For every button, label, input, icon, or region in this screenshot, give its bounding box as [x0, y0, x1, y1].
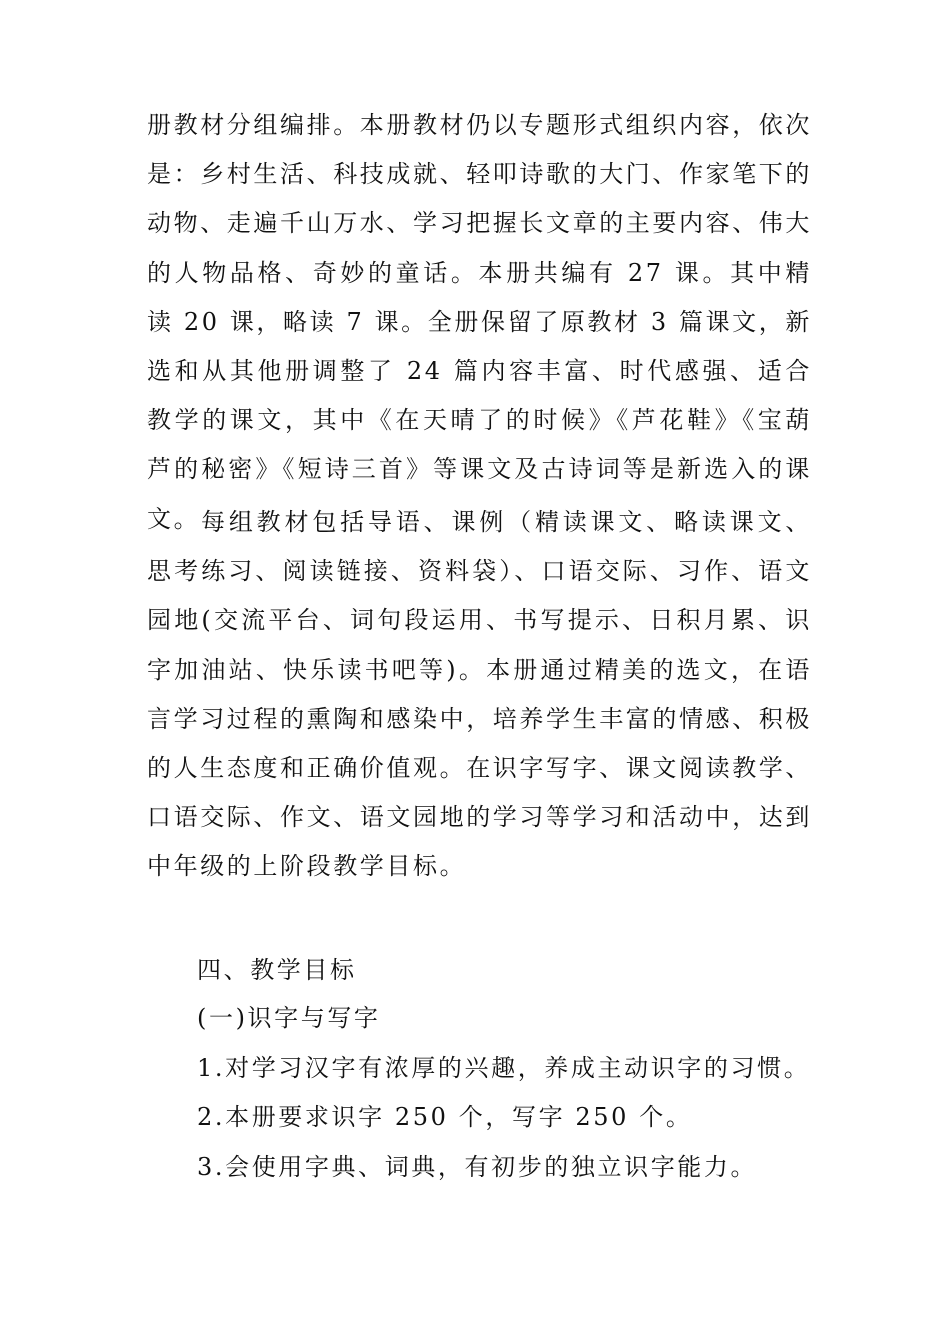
list-item: 1.对学习汉字有浓厚的兴趣，养成主动识字的习惯。 — [197, 1054, 811, 1082]
section-heading: 四、教学目标 — [197, 956, 357, 984]
list-item: 3.会使用字典、词典，有初步的独立识字能力。 — [197, 1153, 758, 1181]
list-item: 2.本册要求识字 250 个，写字 250 个。 — [197, 1103, 693, 1131]
subsection-heading: (一)识字与写字 — [197, 1004, 381, 1032]
body-paragraph-textbook-structure: 册教材分组编排。本册教材仍以专题形式组织内容，依次是：乡村生活、科技成就、轻叩诗歌的大门、作家笔下的动物、走遍千山万水、学习把握长文章的主要内容、伟大的人物品格、奇妙的童话。本册共编有 27 课。其中精读 20 课，略读 7 课。全册保留了原教材 3 篇课文，新选和从其他册调整了 24 篇内容丰富、时代感强、适合教学的课文，其中《在天晴了的时候》《芦花鞋》《宝葫芦的秘密》《短诗三首》等课文及古诗词等是新选入的课文。 — [147, 111, 812, 533]
body-paragraph-textbook-components: 每组教材包括导语、课例（精读课文、略读课文、思考练习、阅读链接、资料袋）、口语交际、习作、语文园地(交流平台、词句段运用、书写提示、日积月累、识字加油站、快乐读书吧等)。本册通过精美的选文，在语言学习过程的熏陶和感染中，培养学生丰富的情感、积极的人生态度和正确价值观。在识字写字、课文阅读教学、口语交际、作文、语文园地的学习等学习和活动中，达到中年级的上阶段教学目标。 — [147, 508, 812, 881]
